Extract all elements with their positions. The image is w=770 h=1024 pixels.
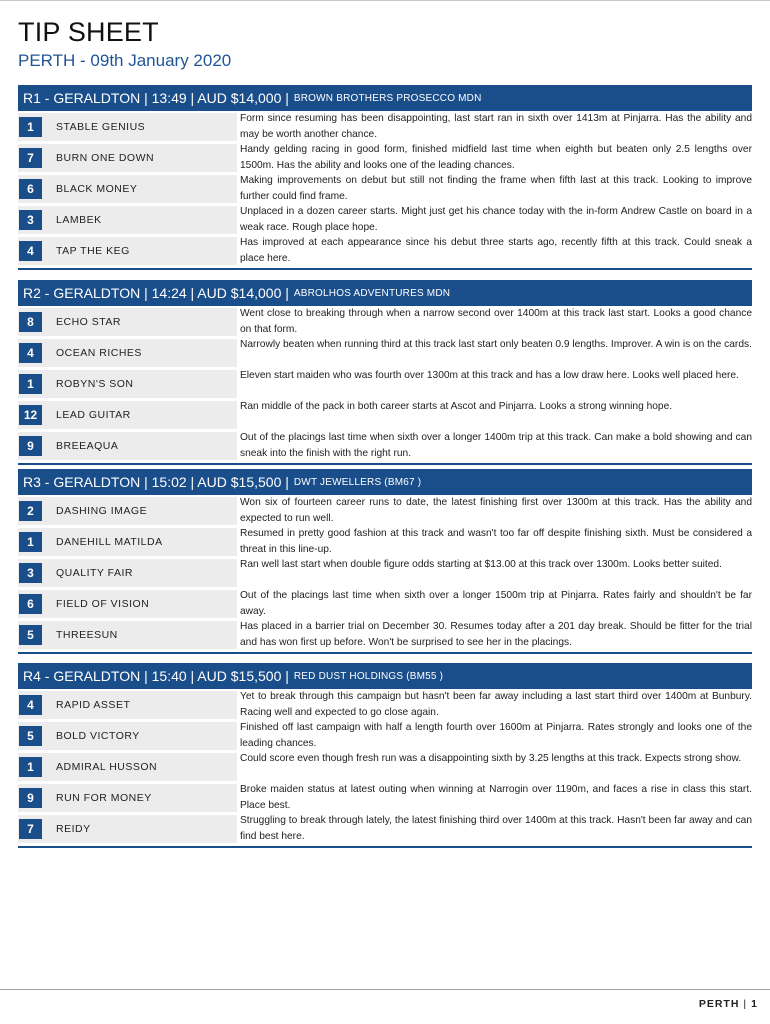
runner-comment: Broke maiden status at latest outing when winning at Narrogin over 1190m, and faces a rise in class this start. Place best. bbox=[240, 784, 752, 811]
runner-row bbox=[18, 235, 752, 266]
runner-name: DANEHILL MATILDA bbox=[56, 535, 163, 548]
runner-comment: Ran middle of the pack in both career starts at Ascot and Pinjarra. Looks a strong winning hope. bbox=[240, 401, 673, 412]
runner-comment: Eleven start maiden who was fourth over 1300m at this track and has a low draw here. Looks well placed here. bbox=[240, 370, 739, 381]
runner-number-badge: 3 bbox=[19, 563, 42, 583]
runner-row bbox=[18, 588, 752, 619]
runner-number-badge: 3 bbox=[19, 210, 42, 230]
runner-comment: Out of the placings last time when sixth over a longer 1400m trip at this track. Can make a bold showing and can sneak into the finish with the right run. bbox=[240, 432, 752, 459]
runner-comment: Finished off last campaign with half a length fourth over 1600m at Pinjarra. Rates strongly and looks one of the leading chances. bbox=[240, 722, 752, 749]
runner-info bbox=[18, 401, 237, 429]
runner-number-badge: 1 bbox=[19, 757, 42, 777]
race-section bbox=[18, 469, 752, 654]
runner-row bbox=[18, 619, 752, 650]
runner-row bbox=[18, 430, 752, 461]
runner-info bbox=[18, 339, 237, 367]
footer bbox=[699, 998, 758, 1010]
runner-info bbox=[18, 528, 237, 556]
runner-row bbox=[18, 720, 752, 751]
runner-name: OCEAN RICHES bbox=[56, 346, 142, 359]
runner-comment: Ran well last start when double figure odds starting at $13.00 at this track over 1300m. Looks better suited. bbox=[240, 559, 722, 570]
runner-name: RUN FOR MONEY bbox=[56, 791, 152, 804]
race-sponsor: DWT JEWELLERS (BM67 ) bbox=[293, 476, 422, 488]
runner-row bbox=[18, 368, 752, 399]
runner-info bbox=[18, 815, 237, 843]
runner-info bbox=[18, 237, 237, 265]
runner-name: ROBYN'S SON bbox=[56, 377, 134, 390]
runner-info bbox=[18, 590, 237, 618]
top-rule bbox=[0, 0, 770, 1]
runner-row bbox=[18, 306, 752, 337]
runner-number-badge: 4 bbox=[19, 343, 42, 363]
runner-name: ADMIRAL HUSSON bbox=[56, 760, 158, 773]
page-title: TIP SHEET bbox=[18, 17, 159, 47]
footer-page-number: 1 bbox=[751, 998, 758, 1010]
runner-comment: Handy gelding racing in good form, finished midfield last time when eighth but beaten only 2.5 lengths over 1500m. Has the ability and looks one of the leading chances. bbox=[240, 144, 752, 171]
runner-number-badge: 2 bbox=[19, 501, 42, 521]
page-subtitle: PERTH - 09th January 2020 bbox=[18, 51, 232, 70]
race-title: R4 - GERALDTON | 15:40 | AUD $15,500 | bbox=[23, 668, 289, 684]
runner-row bbox=[18, 751, 752, 782]
runner-info bbox=[18, 175, 237, 203]
runner-comment: Yet to break through this campaign but hasn't been far away including a last start third over 1400m at Bunbury. Racing well and expected to go close again. bbox=[240, 691, 752, 718]
runner-name: THREESUN bbox=[56, 628, 118, 641]
runner-name: LEAD GUITAR bbox=[56, 408, 131, 421]
footer-rule bbox=[0, 989, 770, 990]
runner-info bbox=[18, 753, 237, 781]
runner-comment: Went close to breaking through when a narrow second over 1400m at this track last start. Looks a good chance on that form. bbox=[240, 308, 752, 335]
runner-row bbox=[18, 689, 752, 720]
race-sponsor: ABROLHOS ADVENTURES MDN bbox=[293, 287, 451, 299]
runner-name: STABLE GENIUS bbox=[56, 120, 146, 133]
runner-row bbox=[18, 111, 752, 142]
race-section bbox=[18, 663, 752, 848]
runner-number-badge: 6 bbox=[19, 179, 42, 199]
runner-info bbox=[18, 206, 237, 234]
runner-comment: Making improvements on debut but still not finding the frame when fifth last at this track. Looking to improve further could find frame. bbox=[240, 175, 752, 202]
runner-name: BOLD VICTORY bbox=[56, 729, 140, 742]
runner-comment: Has improved at each appearance since his debut three starts ago, recently fifth at this track. Could sneak a place here. bbox=[240, 237, 752, 264]
runner-row bbox=[18, 557, 752, 588]
footer-location: PERTH bbox=[698, 998, 740, 1010]
runner-number-badge: 7 bbox=[19, 819, 42, 839]
runner-name: BURN ONE DOWN bbox=[56, 151, 155, 164]
race-header bbox=[18, 469, 752, 495]
runner-row bbox=[18, 782, 752, 813]
runner-row bbox=[18, 526, 752, 557]
race-divider bbox=[18, 846, 752, 848]
race-section bbox=[18, 85, 752, 270]
runner-comment: Struggling to break through lately, the latest finishing third over 1400m at this track. Hasn't been far away and can find best here. bbox=[240, 815, 752, 842]
runner-number-badge: 6 bbox=[19, 594, 42, 614]
runner-number-badge: 1 bbox=[19, 374, 42, 394]
runner-row bbox=[18, 813, 752, 844]
runner-row bbox=[18, 495, 752, 526]
race-header bbox=[18, 280, 752, 306]
race-header bbox=[18, 663, 752, 689]
race-title: R2 - GERALDTON | 14:24 | AUD $14,000 | bbox=[23, 285, 289, 301]
runner-name: ECHO STAR bbox=[56, 315, 121, 328]
runner-name: TAP THE KEG bbox=[56, 244, 130, 257]
race-divider bbox=[18, 268, 752, 270]
runner-row bbox=[18, 337, 752, 368]
runner-info bbox=[18, 559, 237, 587]
runner-row bbox=[18, 204, 752, 235]
race-sponsor: RED DUST HOLDINGS (BM55 ) bbox=[293, 670, 444, 682]
runner-name: LAMBEK bbox=[56, 213, 102, 226]
race-section bbox=[18, 280, 752, 465]
runner-info bbox=[18, 308, 237, 336]
runner-info bbox=[18, 113, 237, 141]
runner-info bbox=[18, 691, 237, 719]
race-divider bbox=[18, 652, 752, 654]
runner-name: RAPID ASSET bbox=[56, 698, 131, 711]
runner-comment: Won six of fourteen career runs to date, the latest finishing first over 1300m at this track. Has the ability and expected to run well. bbox=[240, 497, 752, 524]
runner-comment: Out of the placings last time when sixth over a longer 1500m trip at Pinjarra. Rates fairly and shouldn't be far away. bbox=[240, 590, 752, 617]
runner-comment: Form since resuming has been disappointing, last start ran in sixth over 1413m at Pinjarra. Has the ability and may be worth another chance. bbox=[240, 113, 752, 140]
runner-number-badge: 8 bbox=[19, 312, 42, 332]
runner-name: BLACK MONEY bbox=[56, 182, 138, 195]
runner-number-badge: 9 bbox=[19, 436, 42, 456]
runner-number-badge: 9 bbox=[19, 788, 42, 808]
runner-number-badge: 5 bbox=[19, 726, 42, 746]
runner-comment: Resumed in pretty good fashion at this track and wasn't too far off despite finishing sixth. Must be considered a threat in this line-up. bbox=[240, 528, 752, 555]
runner-number-badge: 7 bbox=[19, 148, 42, 168]
runner-comment: Unplaced in a dozen career starts. Might just get his chance today with the in-form Andrew Castle on board in a weak race. Rough place hope. bbox=[240, 206, 752, 233]
runner-row bbox=[18, 399, 752, 430]
runner-name: BREEAQUA bbox=[56, 439, 119, 452]
runner-info bbox=[18, 432, 237, 460]
runner-comment: Narrowly beaten when running third at this track last start only beaten 0.9 lengths. Improver. A win is on the cards. bbox=[240, 339, 752, 350]
runner-info bbox=[18, 370, 237, 398]
runner-number-badge: 4 bbox=[19, 241, 42, 261]
runner-info bbox=[18, 784, 237, 812]
race-divider bbox=[18, 463, 752, 465]
runner-name: QUALITY FAIR bbox=[56, 566, 133, 579]
race-sponsor: BROWN BROTHERS PROSECCO MDN bbox=[293, 92, 482, 104]
runner-info bbox=[18, 621, 237, 649]
runner-name: REIDY bbox=[56, 822, 91, 835]
runner-comment: Has placed in a barrier trial on December 30. Resumes today after a 201 day break. Should be fitter for the trial and has won first up before. Won't be surprised to see her in the placings. bbox=[240, 621, 752, 648]
race-title: R3 - GERALDTON | 15:02 | AUD $15,500 | bbox=[23, 474, 289, 490]
runner-number-badge: 1 bbox=[19, 117, 42, 137]
runner-row bbox=[18, 173, 752, 204]
runner-info bbox=[18, 144, 237, 172]
footer-separator: | bbox=[743, 998, 748, 1010]
runner-name: FIELD OF VISION bbox=[56, 597, 150, 610]
runner-number-badge: 1 bbox=[19, 532, 42, 552]
runner-row bbox=[18, 142, 752, 173]
runner-name: DASHING IMAGE bbox=[56, 504, 148, 517]
runner-number-badge: 4 bbox=[19, 695, 42, 715]
race-header bbox=[18, 85, 752, 111]
runner-number-badge: 12 bbox=[19, 405, 42, 425]
runner-comment: Could score even though fresh run was a disappointing sixth by 3.25 lengths at this track. Expects strong show. bbox=[240, 753, 742, 764]
runner-number-badge: 5 bbox=[19, 625, 42, 645]
race-title: R1 - GERALDTON | 13:49 | AUD $14,000 | bbox=[23, 90, 289, 106]
runner-info bbox=[18, 722, 237, 750]
runner-info bbox=[18, 497, 237, 525]
